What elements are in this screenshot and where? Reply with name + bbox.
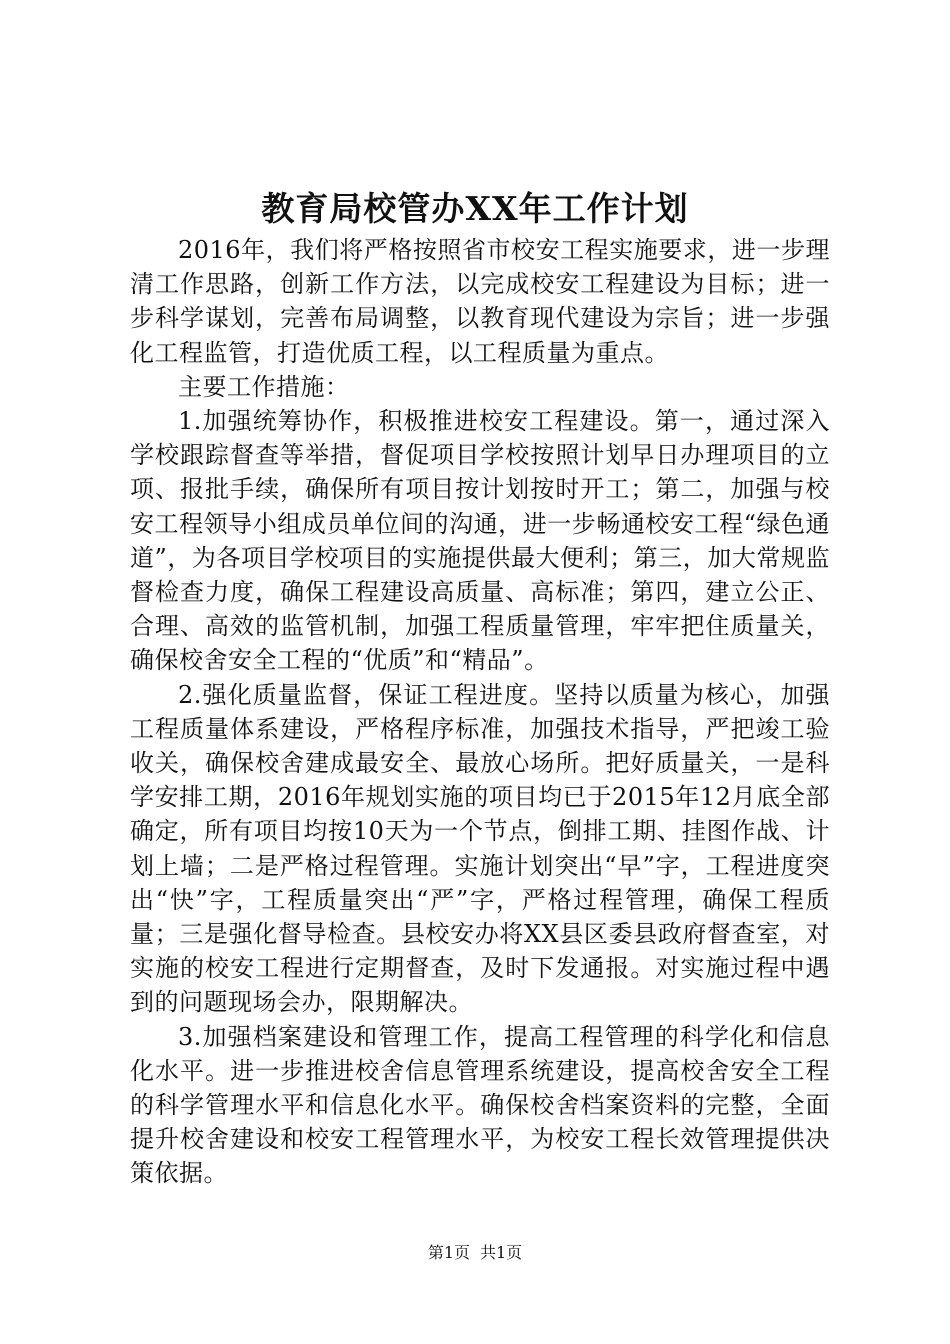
paragraph-intro: 2016年，我们将严格按照省市校安工程实施要求，进一步理清工作思路，创新工作方法，以完成校安工程建设为目标；进一步科学谋划，完善布局调整，以教育现代建设为宗旨；进一步强化工程监管，打造优质工程，以工程质量为重点。: [130, 236, 830, 367]
paragraph-measure-1: 1.加强统筹协作，积极推进校安工程建设。第一，通过深入学校跟踪督查等举措，督促项目学校按照计划早日办理项目的立项、报批手续，确保所有项目按计划按时开工；第二，加强与校安工程领导小组成员单位间的沟通，进一步畅通校安工程“绿色通道”，为各项目学校项目的实施提供最大便利；第三，加大常规监督检查力度，确保工程建设高质量、高标准；第四，建立公正、合理、高效的监管机制，加强工程质量管理，牢牢把住质量关，确保校舍安全工程的“优质”和“精品”。: [130, 407, 830, 675]
page-footer: [0, 1243, 950, 1263]
paragraph-measures-heading: 主要工作措施：: [178, 372, 350, 401]
paragraph-measure-3: 3.加强档案建设和管理工作，提高工程管理的科学化和信息化水平。进一步推进校舍信息管理系统建设，提高校舍安全工程的科学管理水平和信息化水平。确保校舍档案资料的完整，全面提升校舍建设和校安工程管理水平，为校安工程长效管理提供决策依据。: [130, 1022, 830, 1188]
document-body: [130, 233, 830, 1191]
paragraph-measure-2: 2.强化质量监督，保证工程进度。坚持以质量为核心，加强工程质量体系建设，严格程序标准，加强技术指导，严把竣工验收关，确保校舍建成最安全、最放心场所。把好质量关，一是科学安排工期，2016年规划实施的项目均已于2015年12月底全部确定，所有项目均按10天为一个节点，倒排工期、挂图作战、计划上墙；二是严格过程管理。实施计划突出“早”字，工程进度突出“快”字，工程质量突出“严”字，严格过程管理，确保工程质量；三是强化督导检查。县校安办将XX县区委县政府督查室，对实施的校安工程进行定期督查，及时下发通报。对实施过程中遇到的问题现场会办，限期解决。: [130, 680, 830, 1017]
page-number: 第1页: [427, 1243, 470, 1262]
page-total: 共1页: [480, 1243, 523, 1262]
document-title: 教育局校管办XX年工作计划: [261, 189, 689, 228]
